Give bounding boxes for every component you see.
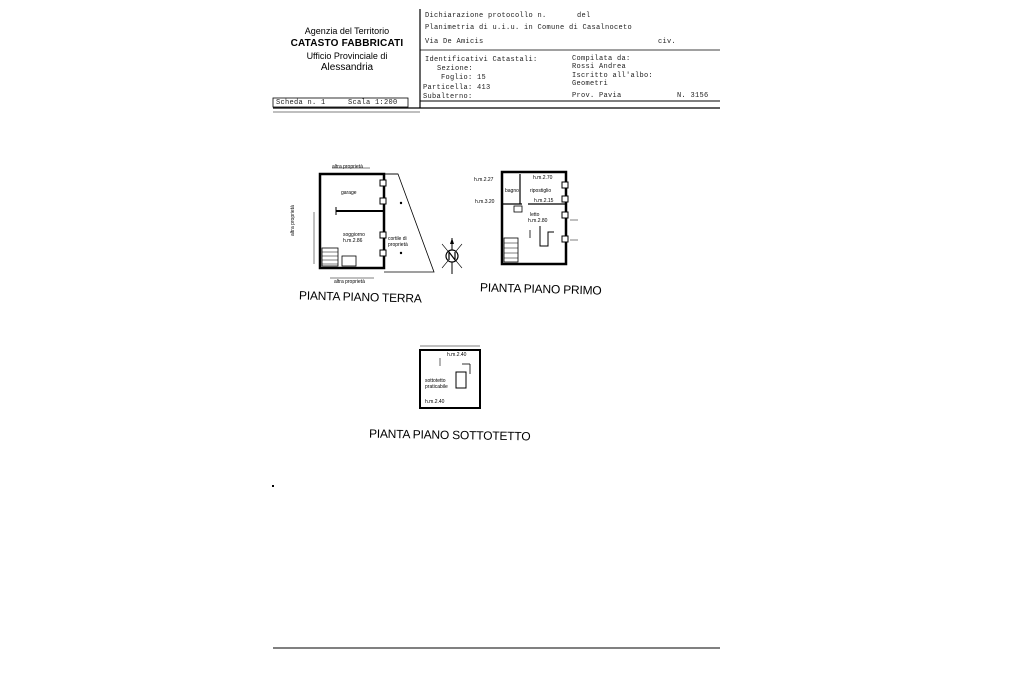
field-albo: Geometri xyxy=(572,80,609,88)
field-foglio: Foglio: 15 xyxy=(441,74,487,82)
field-scheda: Scheda n. 1 xyxy=(276,99,326,107)
field-scala: Scala 1:200 xyxy=(348,99,398,107)
field-particella: Particella: 413 xyxy=(423,84,491,92)
field-compilata-da: Compilata da: xyxy=(572,55,631,63)
attic-label-h1: h.m.2.40 xyxy=(447,352,467,358)
agency-line-4: Alessandria xyxy=(320,62,374,73)
ground-label-height: h.m.2.86 xyxy=(343,238,363,244)
agency-line-1: Agenzia del Territorio xyxy=(304,26,390,36)
floor-plan-ground xyxy=(300,160,440,290)
ground-label-cortile: cortile di proprietà xyxy=(388,236,408,248)
ground-label-altra-left: altra proprietà xyxy=(290,205,296,236)
north-arrow-icon xyxy=(436,236,468,276)
field-numero: N. 3156 xyxy=(677,92,709,100)
ground-label-altra-bottom: altra proprietà xyxy=(334,279,365,285)
first-label-h4: h.m.2.15 xyxy=(534,198,554,204)
field-iscritto: Iscritto all'albo: xyxy=(572,72,654,80)
first-label-ripostiglio: ripostiglio xyxy=(530,188,552,194)
field-prov: Prov. Pavia xyxy=(572,92,622,100)
first-plan-title: PIANTA PIANO PRIMO xyxy=(479,280,602,298)
field-compilatore: Rossi Andrea xyxy=(572,63,627,71)
ground-plan-title: PIANTA PIANO TERRA xyxy=(298,288,422,306)
first-label-letto: letto xyxy=(530,212,540,218)
field-subalterno: Subalterno: xyxy=(423,93,473,101)
field-via: Via De Amicis xyxy=(425,38,484,46)
field-sezione: Sezione: xyxy=(437,65,474,73)
first-label-h1: h.m.2.27 xyxy=(474,177,494,183)
ground-label-garage: garage xyxy=(341,190,357,196)
field-dichiarazione: Dichiarazione protocollo n. xyxy=(425,12,547,20)
field-planimetria: Planimetria di u.i.u. in Comune di Casalnoceto xyxy=(425,24,633,32)
agency-line-2: CATASTO FABBRICATI xyxy=(290,38,404,49)
attic-label-sottotetto: sottotetto praticabile xyxy=(425,378,448,390)
attic-plan-title: PIANTA PIANO SOTTOTETTO xyxy=(368,426,531,444)
first-label-bagno: bagno xyxy=(505,188,519,194)
first-label-h5: h.m.2.80 xyxy=(528,218,548,224)
ground-label-altra-top: altra proprietà xyxy=(332,164,363,170)
field-del: del xyxy=(577,12,591,20)
first-label-h3: h.m.2.70 xyxy=(533,175,553,181)
attic-label-h2: h.m.2.40 xyxy=(425,399,445,405)
ground-label-soggiorno: soggiorno xyxy=(343,232,365,238)
field-identificativi: Identificativi Catastali: xyxy=(425,56,538,64)
field-civ: civ. xyxy=(658,38,677,46)
agency-line-3: Ufficio Provinciale di xyxy=(306,51,388,61)
first-label-h2: h.m.3.20 xyxy=(475,199,495,205)
